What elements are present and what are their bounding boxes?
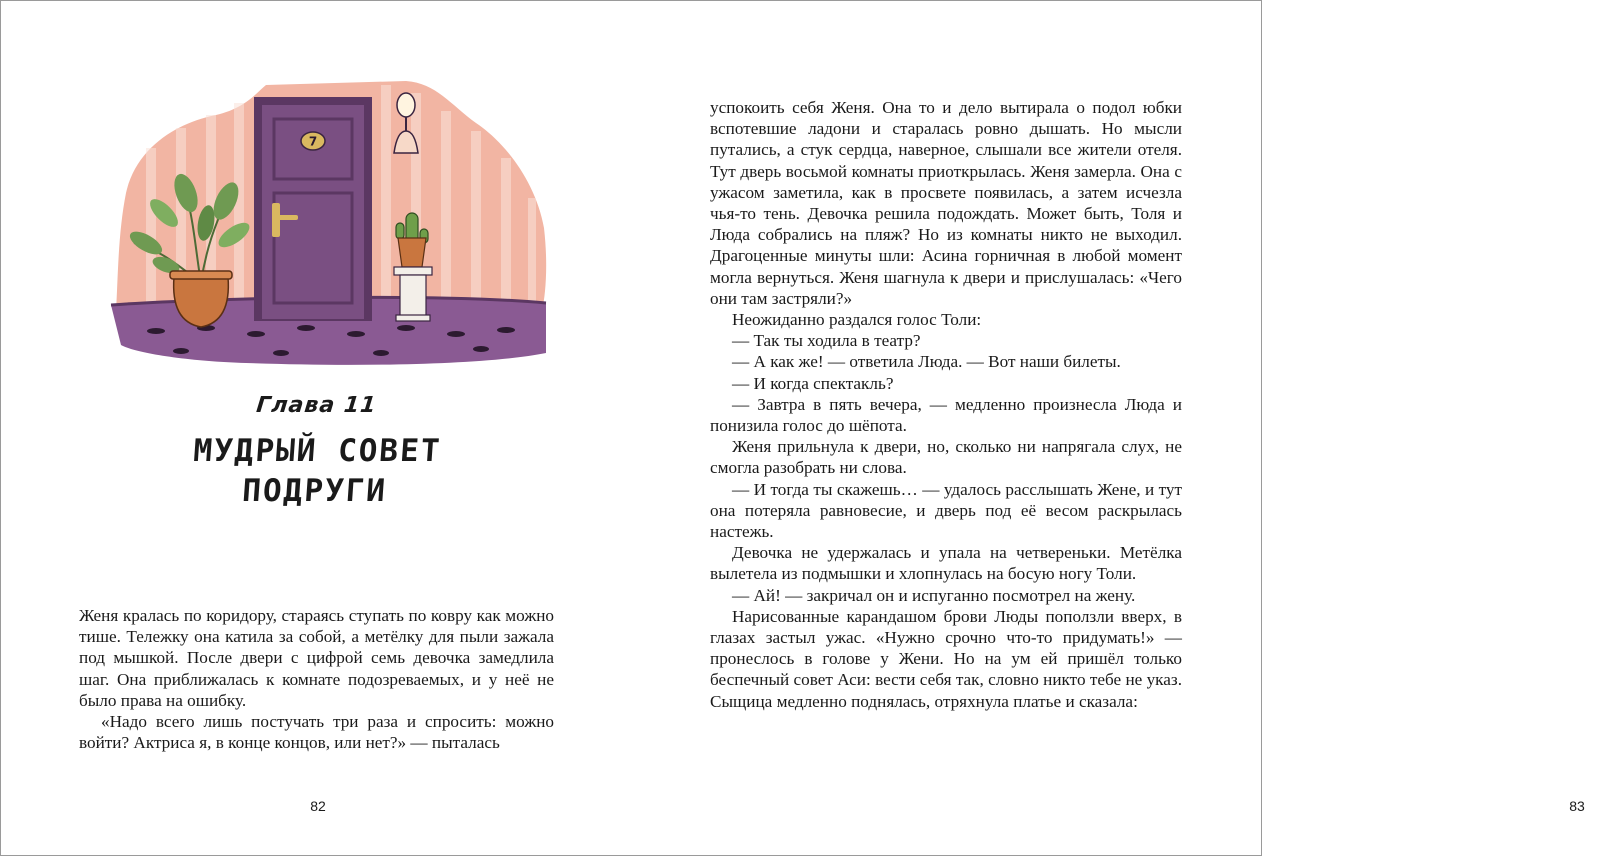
paragraph: Девочка не удержалась и упала на четвереньки. Метёлка вылетела из подмышки и хлопнулась на босую ногу Толи. xyxy=(710,543,1182,584)
chapter-label: Глава 11 xyxy=(255,393,378,418)
right-page-text xyxy=(710,97,1182,712)
hotel-door xyxy=(254,97,372,321)
page-number-left: 82 xyxy=(310,798,326,814)
paragraph: Женя прильнула к двери, но, сколько ни напрягала слух, не смогла разобрать ни слова. xyxy=(710,437,1182,478)
paragraph: — И тогда ты скажешь… — удалось расслышать Жене, и тут она потеряла равновесие, и дверь под её весом раскрылась настежь. xyxy=(710,479,1182,542)
chapter-illustration xyxy=(106,53,551,371)
paragraph: успокоить себя Женя. Она то и дело вытирала о подол юбки вспотевшие ладони и старалась ровно дышать. Но мысли путались, а стук сердца, наверное, слышали все жители отеля. Тут дверь восьмой комнаты приоткрылась. Женя замерла. Она с ужасом заметила, как в просвете появилась, а затем исчезла чья-то тень. Девочка решила подождать. Может быть, Толя и Люда собрались на пляж? Но из комнаты никто не выходил. Драгоценные минуты шли: Асина горничная в любой момент могла вернуться. Женя шагнула к двери и прислушалась: «Чего они там застряли?» xyxy=(710,98,1182,308)
paragraph: Нарисованные карандашом брови Люды поползли вверх, в глазах застыл ужас. «Нужно срочно что-то придумать!» — пронеслось в голове у Жени. Но на ум ей пришёл только беспечный совет Аси: вести себя так, словно никто тебе не указ. Сыщица медленно поднялась, отряхнула платье и сказала: xyxy=(710,606,1182,711)
paragraph: Женя кралась по коридору, стараясь ступать по ковру как можно тише. Тележку она катила за собой, а метёлку для пыли зажала под мышкой. После двери с цифрой семь девочка замедлила шаг. Она приближалась к комнате подозреваемых, и у неё не было права на ошибку. xyxy=(79,606,554,710)
plant-stand xyxy=(394,267,432,321)
right-page xyxy=(632,1,1585,855)
paragraph: «Надо всего лишь постучать три раза и спросить: можно войти? Актриса я, в конце концов, или нет?» — пыталась xyxy=(79,712,554,753)
paragraph: — Завтра в пять вечера, — медленно произнесла Люда и понизила голос до шёпота. xyxy=(710,394,1182,436)
paragraph: — Так ты ходила в театр? xyxy=(732,331,921,351)
door-number: 7 xyxy=(308,134,318,149)
paragraph: — А как же! — ответила Люда. — Вот наши билеты. xyxy=(732,352,1121,372)
paragraph: Неожиданно раздался голос Толи: xyxy=(732,310,982,330)
paragraph: — Ай! — закричал он и испуганно посмотрел на жену. xyxy=(732,585,1136,605)
left-page xyxy=(1,1,632,855)
page-number-right: 83 xyxy=(1569,798,1585,814)
left-page-text xyxy=(79,605,554,753)
paragraph: — И когда спектакль? xyxy=(732,373,894,393)
chapter-title: МУДРЫЙ СОВЕТ ПОДРУГИ xyxy=(192,433,443,509)
